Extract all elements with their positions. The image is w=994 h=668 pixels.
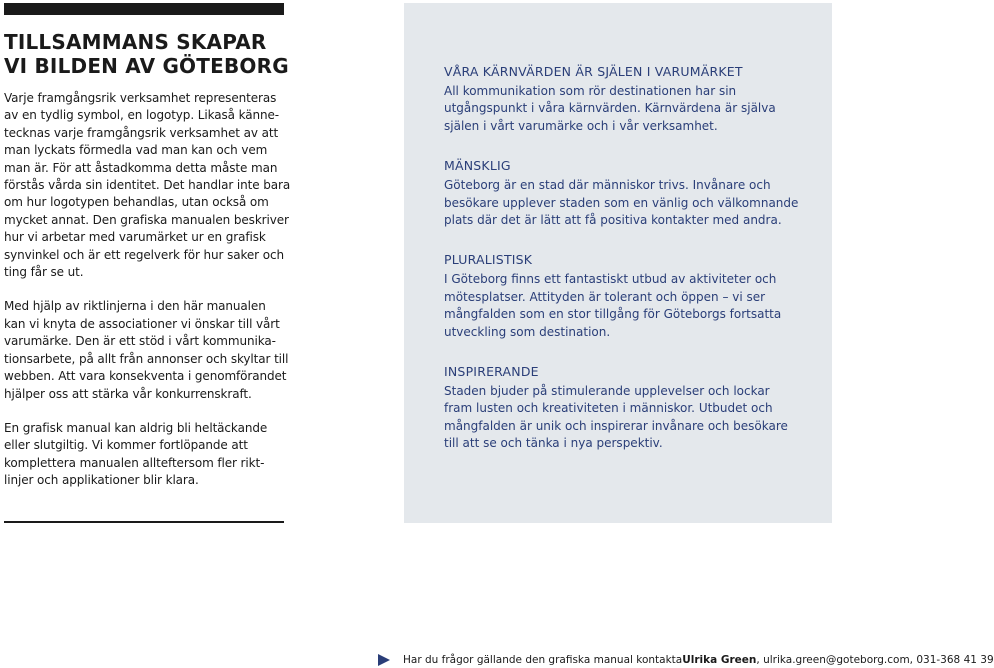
value-heading-human: MÄNSKLIG <box>444 158 511 174</box>
title-line: VI BILDEN AV GÖTEBORG <box>4 54 289 78</box>
text-line: hur vi arbetar med varumärket ur en grafisk <box>4 230 266 245</box>
contact-name: Ulrika Green <box>682 654 757 666</box>
text-line: förstås vårda sin identitet. Det handlar inte bara <box>4 178 291 193</box>
text-line: tecknas varje framgångsrik verksamhet av att <box>4 125 279 140</box>
text-line: synvinkel och är ett regelverk för hur saker och <box>4 247 284 262</box>
text-line: tionsarbete, på allt från annonser och skyltar till <box>4 351 289 366</box>
arrow-right-icon <box>378 654 390 666</box>
text-line: plats där det är lätt att få positiva kontakter med andra. <box>444 213 782 228</box>
text-line: till att se och tänka i nya perspektiv. <box>444 436 663 451</box>
title-line: TILLSAMMANS SKAPAR <box>4 30 267 54</box>
text-line: hjälper oss att stärka vår konkurrenskraft. <box>4 386 252 401</box>
text-line: mångfalden som en stor tillgång för Göteborgs fortsatta <box>444 307 782 322</box>
text-line: om hur logotypen behandlas, utan också om <box>4 195 269 210</box>
text-line: ting får se ut. <box>4 265 84 280</box>
text-line: Varje framgångsrik verksamhet representeras <box>4 91 277 105</box>
guidelines-paragraph <box>4 298 289 402</box>
closing-paragraph <box>4 420 289 490</box>
core-values-content <box>444 63 824 475</box>
footer-contact-details: , ulrika.green@goteborg.com, 031-368 41 39 <box>756 654 994 666</box>
intro-column <box>4 30 289 507</box>
value-heading-pluralistic: PLURALISTISK <box>444 252 533 268</box>
text-line: webben. Att vara konsekventa i genomförandet <box>4 369 287 384</box>
text-line: varumärke. Den är ett stöd i vårt kommunika- <box>4 334 276 349</box>
text-line: man lyckats förmedla vad man kan och vem <box>4 143 268 158</box>
text-line: mycket annat. Den grafiska manualen beskriver <box>4 212 289 227</box>
text-line: besökare upplever staden som en vänlig och välkomnande <box>444 195 799 210</box>
text-line: man är. För att åstadkomma detta måste man <box>4 160 278 175</box>
footer-prefix: Har du frågor gällande den grafiska manual kontakta <box>403 654 683 666</box>
text-line: En grafisk manual kan aldrig bli heltäckande <box>4 420 268 435</box>
value-text-pluralistic <box>444 271 824 341</box>
text-line: utgångspunkt i våra kärnvärden. Kärnvärdena är själva <box>444 101 776 116</box>
text-line: Göteborg är en stad där människor trivs. Invånare och <box>444 178 771 193</box>
text-line: kan vi knyta de associationer vi önskar till vårt <box>4 316 280 331</box>
text-line: själen i vårt varumärke och i vår verksamhet. <box>444 118 718 133</box>
text-line: linjer och applikationer blir klara. <box>4 473 199 488</box>
intro-paragraph <box>4 90 289 281</box>
value-text-human <box>444 177 824 229</box>
core-values-panel <box>404 3 832 523</box>
text-line: mångfalden är unik och inspirerar invånare och besökare <box>444 418 788 433</box>
bottom-divider <box>4 521 284 523</box>
text-line: mötesplatser. Attityden är tolerant och öppen – vi ser <box>444 289 766 304</box>
core-values-heading: VÅRA KÄRNVÄRDEN ÄR SJÄLEN I VARUMÄRKET <box>444 64 743 79</box>
value-heading-inspiring: INSPIRERANDE <box>444 364 539 380</box>
top-decorative-bar <box>4 3 284 15</box>
text-line: All kommunikation som rör destinationen har sin <box>444 84 737 98</box>
value-text-inspiring <box>444 383 824 453</box>
text-line: Med hjälp av riktlinjerna i den här manualen <box>4 299 266 314</box>
text-line: fram lusten och kreativiteten i människor. Utbudet och <box>444 401 773 416</box>
text-line: I Göteborg finns ett fantastiskt utbud av aktiviteter och <box>444 272 777 287</box>
contact-footer <box>378 652 994 668</box>
page-title <box>4 30 289 78</box>
core-values-text <box>444 83 824 135</box>
text-line: av en tydlig symbol, en logotyp. Likaså känne- <box>4 108 279 123</box>
text-line: eller slutgiltig. Vi kommer fortlöpande att <box>4 438 248 453</box>
text-line: utveckling som destination. <box>444 324 611 339</box>
text-line: Staden bjuder på stimulerande upplevelser och lockar <box>444 384 770 399</box>
text-line: komplettera manualen allteftersom fler rikt- <box>4 455 265 470</box>
